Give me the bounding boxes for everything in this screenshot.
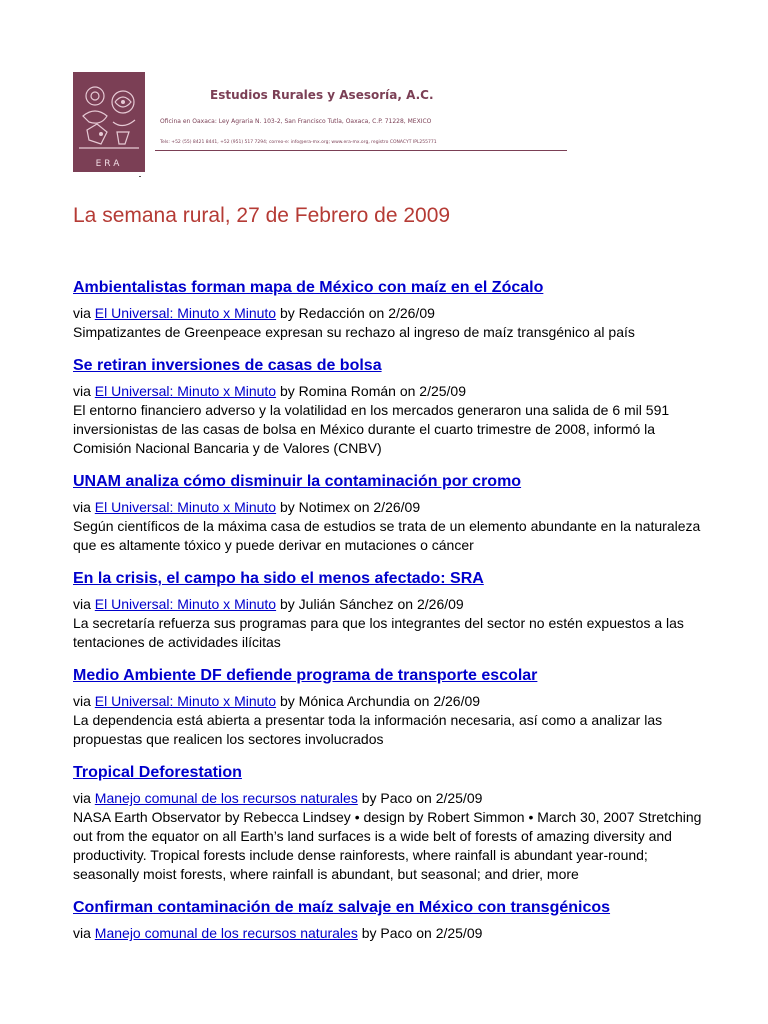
article-source-link[interactable]: Manejo comunal de los recursos naturales [94,790,358,806]
by-label: by [279,596,295,612]
letterhead-divider [155,150,567,151]
via-label: via [73,790,91,806]
article-source-link[interactable]: El Universal: Minuto x Minuto [94,499,277,515]
on-label: on [397,596,414,612]
article-title-link[interactable]: Se retiran inversiones de casas de bolsa [73,357,382,374]
article-meta [73,498,703,517]
article-source-link[interactable]: El Universal: Minuto x Minuto [94,305,277,321]
via-label: via [73,305,91,321]
article-source-link[interactable]: El Universal: Minuto x Minuto [94,596,277,612]
article-date: 2/26/09 [416,596,464,612]
by-label: by [279,499,295,515]
article-source-link[interactable]: El Universal: Minuto x Minuto [94,383,277,399]
article-summary: NASA Earth Observator by Rebecca Lindsey • design by Robert Simmon • March 30, 2007 Stretching out from the equator on all Earth’s land surfaces is a wide belt of forests of amazing diversity and productivity. Tropical forests include dense rainforests, where rainfall is abundant year-round; seasonally moist forests, where rainfall is abundant, but seasonal; and drier, more [73,809,702,882]
article-author: Paco [380,790,413,806]
article-date: 2/25/09 [435,790,483,806]
article-summary: La secretaría refuerza sus programas para que los integrantes del sector no estén expuestos a las tentaciones de actividades ilícitas [73,615,684,650]
article-title-link[interactable]: Ambientalistas forman mapa de México con maíz en el Zócalo [73,279,544,296]
by-label: by [279,383,295,399]
article-date: 2/26/09 [433,693,481,709]
letterhead [73,72,573,182]
article-title-link[interactable]: Medio Ambiente DF defiende programa de transporte escolar [73,667,538,684]
article-item [73,569,703,652]
article-item [73,898,703,943]
on-label: on [399,383,416,399]
stray-mark [139,176,141,177]
on-label: on [416,925,432,941]
via-label: via [73,383,91,399]
article-meta [73,789,703,808]
on-label: on [368,305,385,321]
org-name: Estudios Rurales y Asesoría, A.C. [210,88,434,102]
on-label: on [413,693,430,709]
page-title: La semana rural, 27 de Febrero de 2009 [73,204,451,227]
era-logo [73,72,145,172]
article-author: Julián Sánchez [298,596,394,612]
article-summary: La dependencia está abierta a presentar toda la información necesaria, así como a analizar las propuestas que realicen los sectores involucrados [73,712,663,747]
article-date: 2/26/09 [373,499,421,515]
article-summary: Según científicos de la máxima casa de estudios se trata de un elemento abundante en la naturaleza que es altamente tóxico y puede derivar en mutaciones o cáncer [73,518,701,553]
on-label: on [353,499,370,515]
article-author: Notimex [298,499,351,515]
by-label: by [279,693,295,709]
article-meta [73,924,703,943]
article-date: 2/26/09 [388,305,435,321]
article-meta [73,382,703,401]
article-source-link[interactable]: El Universal: Minuto x Minuto [94,693,277,709]
era-logo-glyph-icon [73,72,145,158]
article-source-link[interactable]: Manejo comunal de los recursos naturales [94,925,358,941]
article-date: 2/25/09 [435,925,483,941]
article-list [73,278,703,957]
article-meta [73,595,703,614]
article-date: 2/25/09 [419,383,467,399]
article-item [73,763,703,884]
via-label: via [73,596,91,612]
org-address: Oficina en Oaxaca: Ley Agraria N. 103-2, San Francisco Tutla, Oaxaca, C.P. 71228, MEXICO [160,118,432,125]
article-item [73,666,703,749]
article-item [73,356,703,458]
logo-text: ERA [95,159,123,169]
by-label: by [361,790,377,806]
article-item [73,472,703,555]
article-title-link[interactable]: Tropical Deforestation [73,764,242,781]
article-item [73,278,703,342]
article-author: Romina Román [298,383,396,399]
on-label: on [416,790,432,806]
via-label: via [73,925,91,941]
via-label: via [73,693,91,709]
org-contact: Tels: +52 (55) 8421 8441, +52 (951) 517 7294; correo-e: info@era-mx.org; www.era-mx.org, registro CONACYT IPL255771 [160,140,437,145]
article-meta [73,304,703,323]
article-summary: El entorno financiero adverso y la volatilidad en los mercados generaron una salida de 6 mil 591 inversionistas de las casas de bolsa en México durante el cuarto trimestre de 2008, informó la Comisión Nacional Bancaria y de Valores (CNBV) [73,402,670,456]
article-author: Mónica Archundia [298,693,410,709]
via-label: via [73,499,91,515]
article-summary: Simpatizantes de Greenpeace expresan su rechazo al ingreso de maíz transgénico al país [73,324,635,340]
article-meta [73,692,703,711]
article-title-link[interactable]: En la crisis, el campo ha sido el menos afectado: SRA [73,570,484,587]
article-author: Paco [380,925,413,941]
by-label: by [279,305,295,321]
by-label: by [361,925,377,941]
article-author: Redacción [298,305,365,321]
article-title-link[interactable]: Confirman contaminación de maíz salvaje en México con transgénicos [73,899,611,916]
article-title-link[interactable]: UNAM analiza cómo disminuir la contaminación por cromo [73,473,522,490]
